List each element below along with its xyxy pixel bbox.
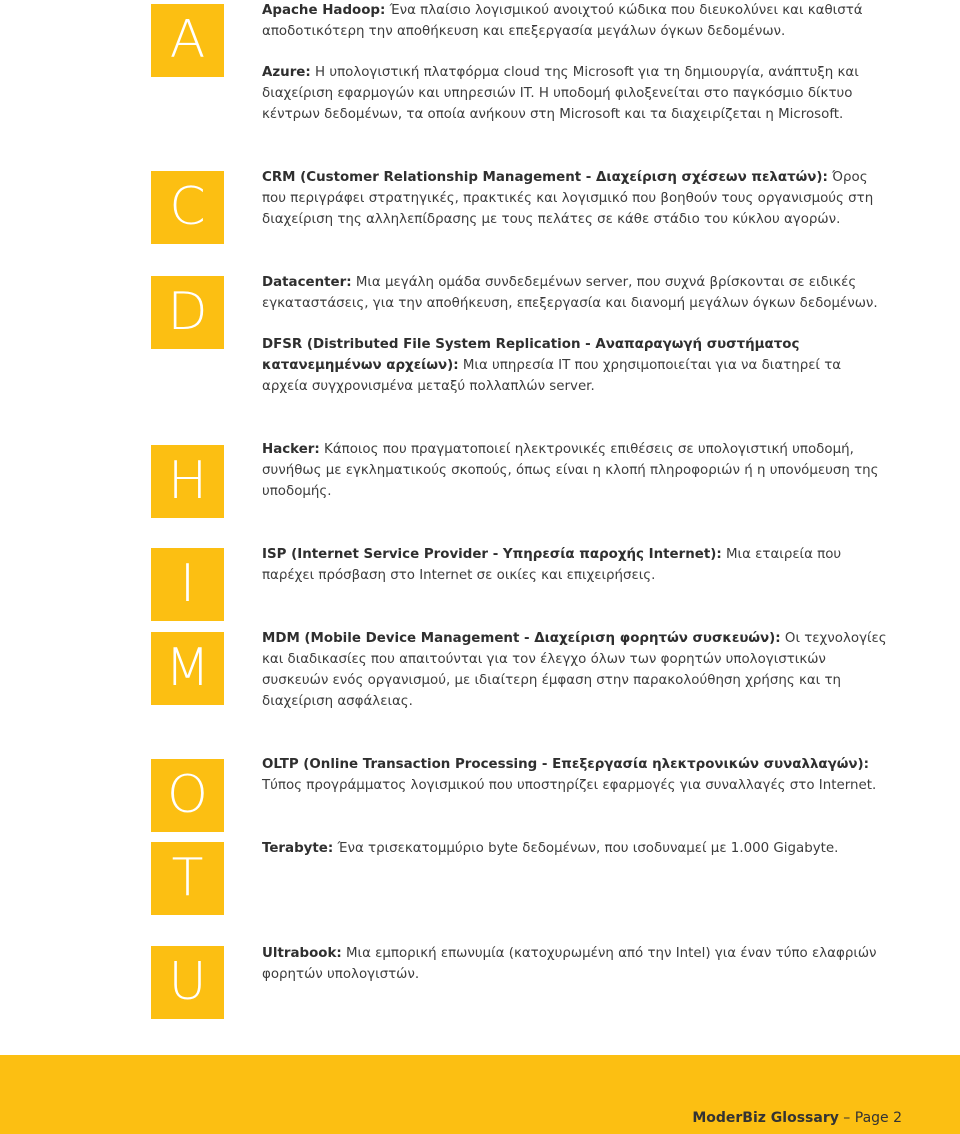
footer-caption xyxy=(692,1110,902,1126)
letter-box-t: T xyxy=(151,842,224,915)
glossary-definition: Ένα πλαίσιο λογισμικού ανοιχτού κώδικα που διευκολύνει και καθιστά αποδοτικότερη την αποθήκευση και επεξεργασία μεγάλων όγκων δεδομένων. xyxy=(262,3,863,39)
page-number: Page 2 xyxy=(854,1110,902,1126)
glossary-definition: Κάποιος που πραγματοποιεί ηλεκτρονικές επιθέσεις σε υπολογιστική υποδομή, συνήθως με εγκληματικούς σκοπούς, όπως είναι η κλοπή πληροφοριών ή η υπονόμευση της υποδομής. xyxy=(262,442,879,499)
glossary-term: CRM (Customer Relationship Management - Διαχείριση σχέσεων πελατών): xyxy=(262,170,828,185)
letter-box-a: A xyxy=(151,4,224,77)
glossary-entry-mdm xyxy=(262,628,888,712)
glossary-entry-dfsr xyxy=(262,334,888,397)
letter-box-u: U xyxy=(151,946,224,1019)
letter-box-o: O xyxy=(151,759,224,832)
glossary-definition: Οι τεχνολογίες και διαδικασίες που απαιτούνται για τον έλεγχο όλων των φορητών υπολογιστικών συσκευών ενός οργανισμού, με ιδιαίτερη έμφαση στην παρακολούθηση χρήσης και τη διαχείριση ασφάλειας. xyxy=(262,631,887,709)
glossary-definition: Μια μεγάλη ομάδα συνδεδεμένων server, που συχνά βρίσκονται σε ειδικές εγκαταστάσεις, για την αποθήκευση, επεξεργασία και διανομή μεγάλων όγκων δεδομένων. xyxy=(262,275,878,311)
glossary-entry-isp xyxy=(262,544,888,586)
glossary-term: ISP (Internet Service Provider - Υπηρεσία παροχής Internet): xyxy=(262,547,722,562)
glossary-entry-apache-hadoop xyxy=(262,0,888,42)
footer-separator: – xyxy=(838,1110,855,1126)
footer-band xyxy=(0,1055,960,1134)
footer-brand: ModerBiz Glossary xyxy=(692,1110,839,1126)
glossary-entry-hacker xyxy=(262,439,888,502)
glossary-term: OLTP (Online Transaction Processing - Επεξεργασία ηλεκτρονικών συναλλαγών): xyxy=(262,757,869,772)
glossary-term: DFSR (Distributed File System Replication - Αναπαραγωγή συστήματος κατανεμημένων αρχείων): xyxy=(262,337,800,373)
glossary-term: MDM (Mobile Device Management - Διαχείριση φορητών συσκευών): xyxy=(262,631,781,646)
glossary-term: Apache Hadoop: xyxy=(262,3,386,18)
letter-box-c: C xyxy=(151,171,224,244)
glossary-entry-datacenter xyxy=(262,272,888,314)
glossary-term: Terabyte: xyxy=(262,841,334,856)
letter-box-h: H xyxy=(151,445,224,518)
letter-box-i: I xyxy=(151,548,224,621)
glossary-term: Datacenter: xyxy=(262,275,352,290)
glossary-entry-oltp xyxy=(262,754,888,796)
glossary-definition: Τύπος προγράμματος λογισμικού που υποστηρίζει εφαρμογές για συναλλαγές στο Internet. xyxy=(262,778,877,793)
glossary-entry-ultrabook xyxy=(262,943,888,985)
glossary-term: Ultrabook: xyxy=(262,946,342,961)
glossary-definition: Μια εμπορική επωνυμία (κατοχυρωμένη από την Intel) για έναν τύπο ελαφριών φορητών υπολογιστών. xyxy=(262,946,877,982)
glossary-definition: Ένα τρισεκατομμύριο byte δεδομένων, που ισοδυναμεί με 1.000 Gigabyte. xyxy=(333,841,839,856)
glossary-entry-azure xyxy=(262,62,888,125)
letter-box-d: D xyxy=(151,276,224,349)
glossary-definition: Μια εταιρεία που παρέχει πρόσβαση στο Internet σε οικίες και επιχειρήσεις. xyxy=(262,547,842,583)
glossary-definition: Η υπολογιστική πλατφόρμα cloud της Microsoft για τη δημιουργία, ανάπτυξη και διαχείριση εφαρμογών και υπηρεσιών IT. Η υποδομή φιλοξενείται στο παγκόσμιο δίκτυο κέντρων δεδομένων, τα οποία ανήκουν στη Microsoft και τα διαχειρίζεται η Microsoft. xyxy=(262,65,859,122)
glossary-definition: Όρος που περιγράφει στρατηγικές, πρακτικές και λογισμικό που βοηθούν τους οργανισμούς στη διαχείριση της αλληλεπίδρασης με τους πελάτες σε κάθε στάδιο του κύκλου αγορών. xyxy=(262,170,874,227)
glossary-term: Azure: xyxy=(262,65,311,80)
glossary-entry-crm xyxy=(262,167,888,230)
glossary-term: Hacker: xyxy=(262,442,320,457)
glossary-definition: Μια υπηρεσία IT που χρησιμοποιείται για να διατηρεί τα αρχεία συγχρονισμένα μεταξύ πολλαπλών server. xyxy=(262,358,842,394)
letter-box-m: M xyxy=(151,632,224,705)
glossary-entry-terabyte xyxy=(262,838,888,859)
